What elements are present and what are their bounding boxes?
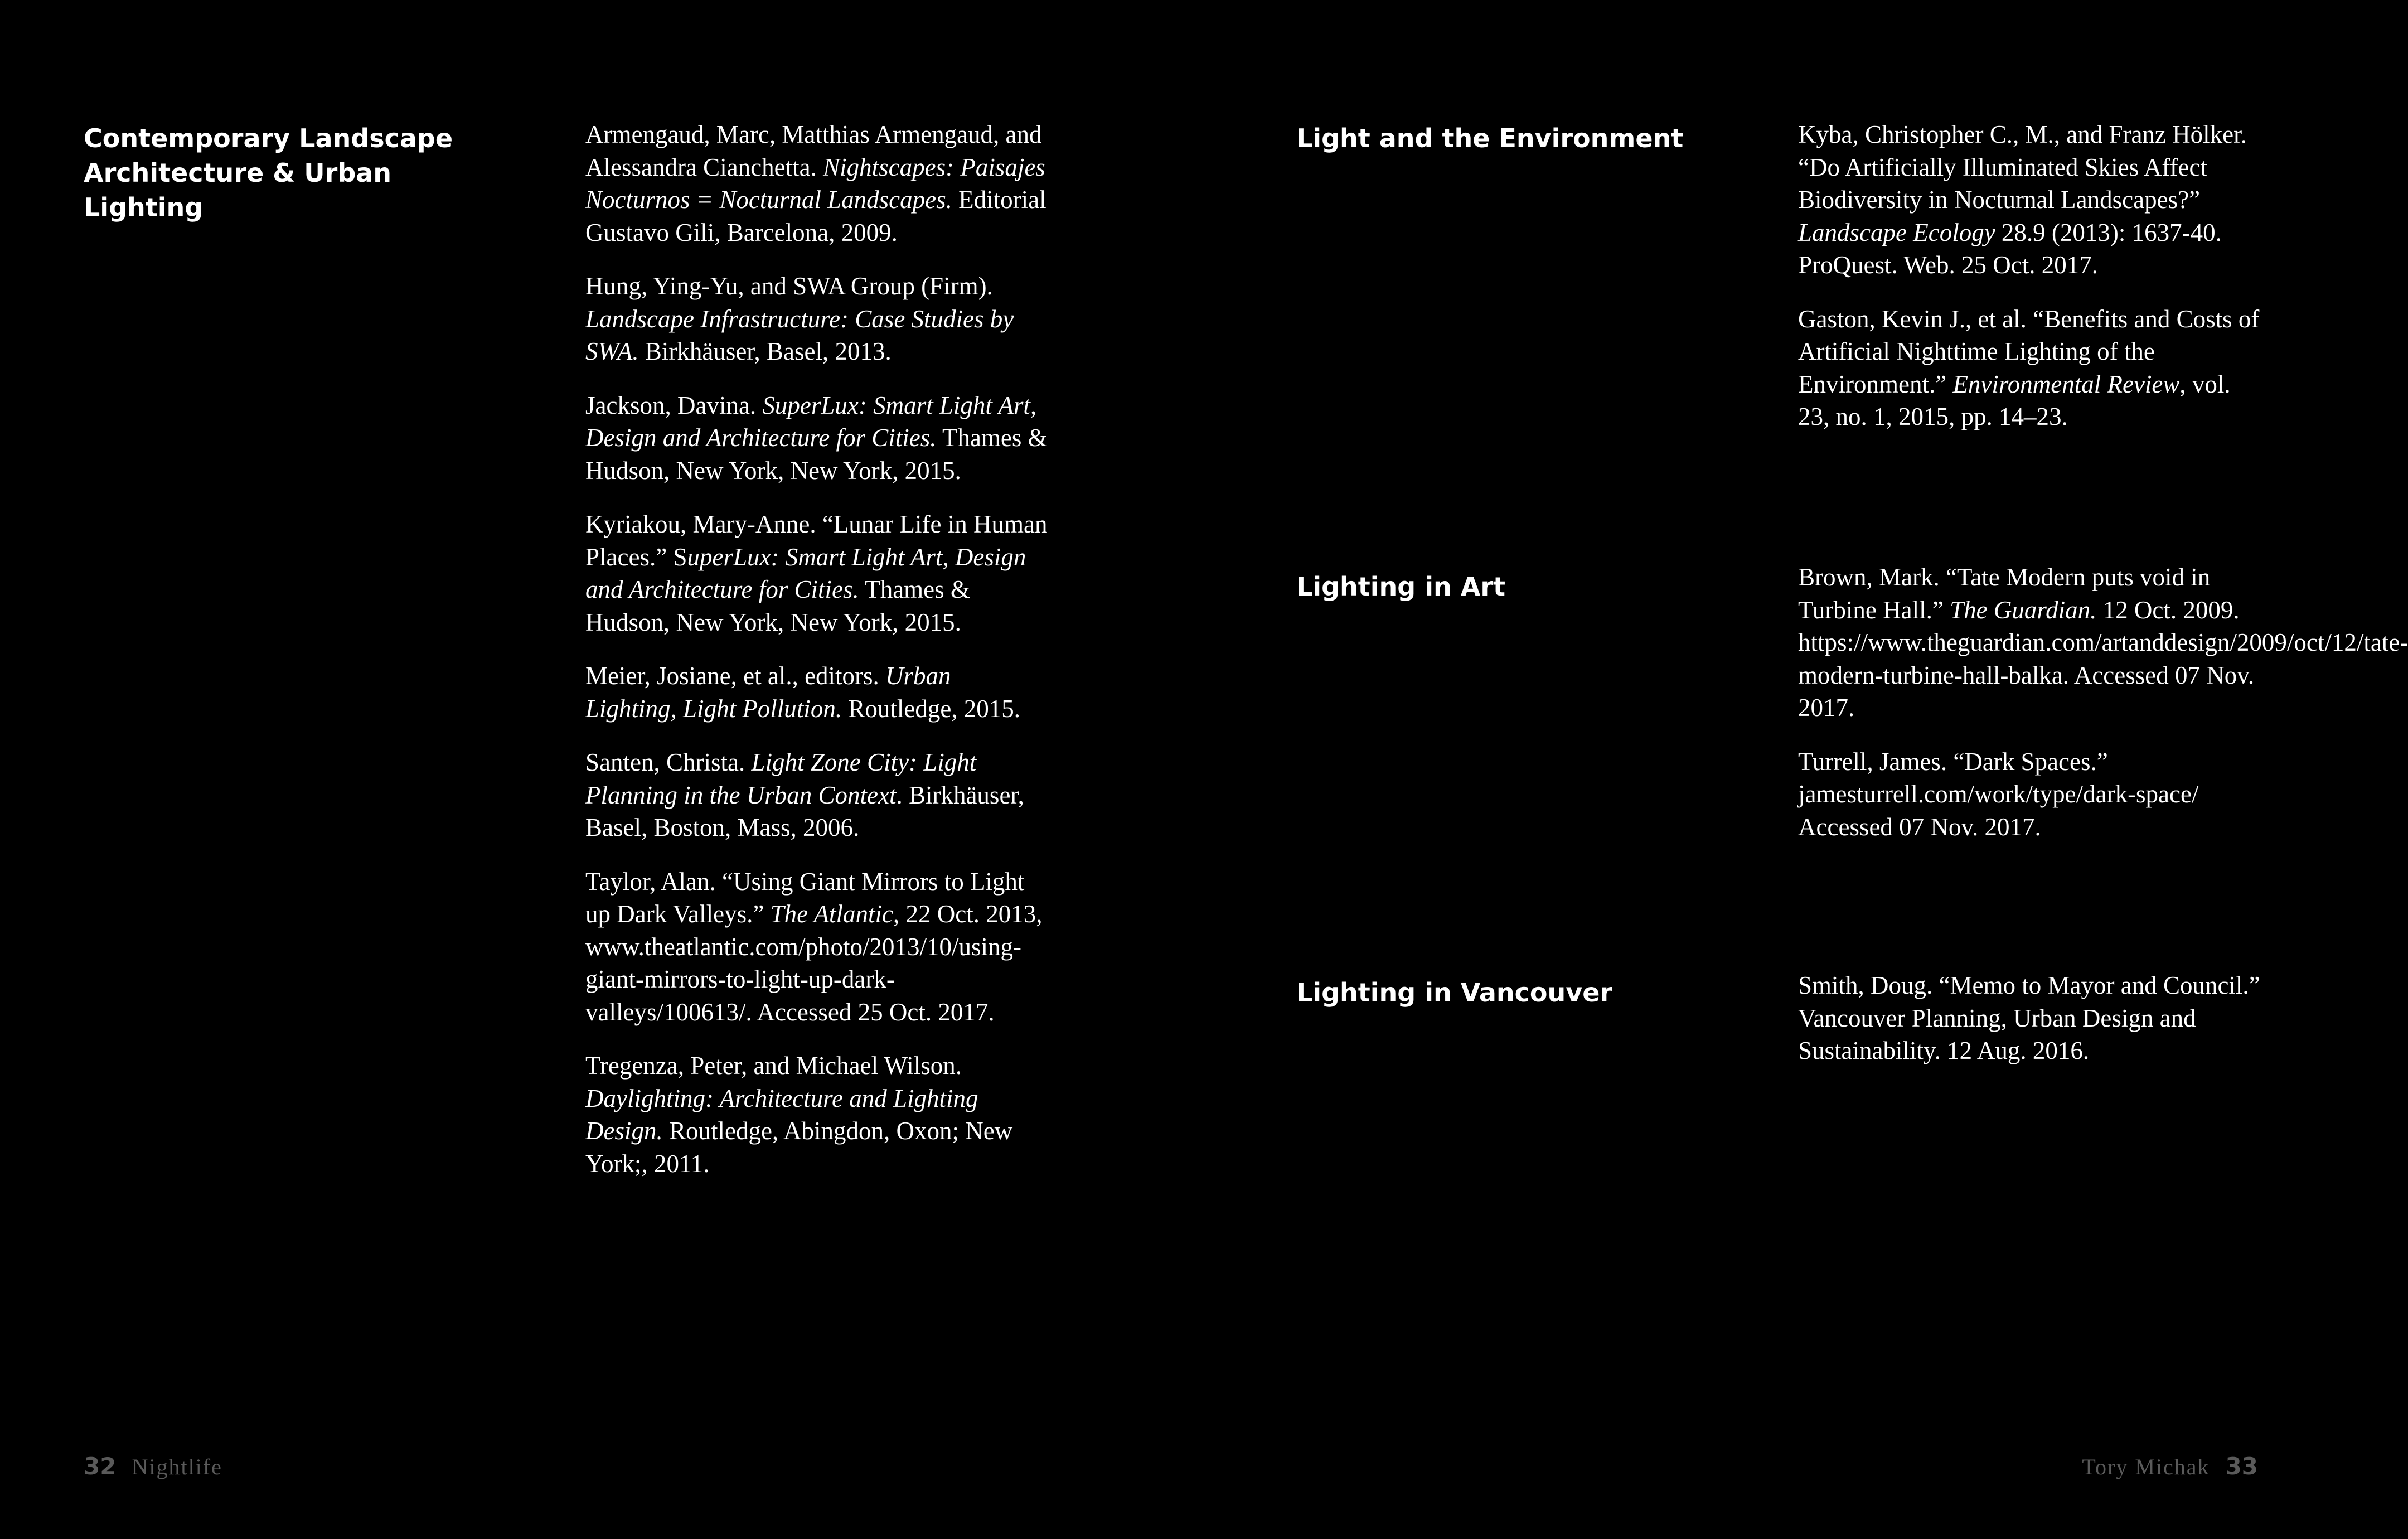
reference-entry: Kyba, Christopher C., M., and Franz Hölker. “Do Artificially Illuminated Skies Affect Biodiversity in Nocturnal Landscapes?” Landscape Ecology 28.9 (2013): 1637-40. ProQuest. Web. 25 Oct. 2017. (1798, 120, 2247, 279)
heading-line: Contemporary Landscape (84, 123, 453, 153)
reference-entry: Tregenza, Peter, and Michael Wilson. Daylighting: Architecture and Lighting Design. Routledge, Abingdon, Oxon; New York;, 2011. (585, 1052, 1013, 1178)
heading-line: Lighting in Vancouver (1296, 977, 1613, 1008)
reference-entry: Kyriakou, Mary-Anne. “Lunar Life in Human Places.” SuperLux: Smart Light Art, Design and Architecture for Cities. Thames & Hudson, New York, New York, 2015. (585, 510, 1048, 636)
reference-entry: Gaston, Kevin J., et al. “Benefits and Costs of Artificial Nighttime Lighting of the Environment.” Environmental Review, vol. 23, no. 1, 2015, pp. 14–23. (1798, 304, 2260, 430)
heading-line: Architecture & Urban Lighting (84, 158, 392, 222)
reference-entry: Santen, Christa. Light Zone City: Light Planning in the Urban Context. Birkhäuser, Basel, Boston, Mass, 2006. (585, 748, 1024, 841)
heading-line: Light and the Environment (1296, 123, 1684, 153)
page-number: 32 (84, 1453, 117, 1480)
reference-entry: Hung, Ying-Yu, and SWA Group (Firm). Landscape Infrastructure: Case Studies by SWA. Birkhäuser, Basel, 2013. (585, 272, 1014, 365)
reference-entry: Armengaud, Marc, Matthias Armengaud, and Alessandra Cianchetta. Nightscapes: Paisajes Nocturnos = Nocturnal Landscapes. Editorial Gustavo Gili, Barcelona, 2009. (585, 120, 1046, 246)
reference-entry: Meier, Josiane, et al., editors. Urban Lighting, Light Pollution. Routledge, 2015. (585, 662, 1021, 723)
section-heading-lighting-in-vancouver (1296, 975, 1720, 1010)
reference-list (585, 118, 1048, 1201)
right-page-footer (2082, 1453, 2258, 1486)
reference-list (1798, 969, 2261, 1088)
heading-line: Lighting in Art (1296, 572, 1506, 602)
reference-entry: Taylor, Alan. “Using Giant Mirrors to Light up Dark Valleys.” The Atlantic, 22 Oct. 2013, www.theatlantic.com/photo/2013/10/using-giant-mirrors-to-light-up-dark-valleys/100613/. Accessed 25 Oct. 2017. (585, 867, 1043, 1026)
section-heading-light-environment (1296, 121, 1720, 156)
reference-entry: Turrell, James. “Dark Spaces.” jamesturrell.com/work/type/dark-space/ Accessed 07 Nov. 2017. (1798, 747, 2199, 841)
running-footer-author: Tory Michak (2082, 1454, 2210, 1479)
reference-list (1798, 561, 2408, 864)
reference-entry: Brown, Mark. “Tate Modern puts void in Turbine Hall.” The Guardian. 12 Oct. 2009. https://www.theguardian.com/artanddesign/2009/oct/12/tate-modern-turbine-hall-balka. Accessed 07 Nov. 2017. (1798, 563, 2408, 722)
reference-list (1798, 118, 2261, 454)
left-page-footer (84, 1453, 222, 1486)
section-heading-lighting-in-art (1296, 569, 1720, 604)
reference-entry: Jackson, Davina. SuperLux: Smart Light Art, Design and Architecture for Cities. Thames & Hudson, New York, New York, 2015. (585, 391, 1048, 485)
section-heading-contemporary-landscape (84, 121, 507, 225)
page-number: 33 (2225, 1453, 2258, 1480)
reference-entry: Smith, Doug. “Memo to Mayor and Council.” Vancouver Planning, Urban Design and Sustainability. 12 Aug. 2016. (1798, 971, 2260, 1064)
running-footer-title: Nightlife (132, 1454, 222, 1479)
